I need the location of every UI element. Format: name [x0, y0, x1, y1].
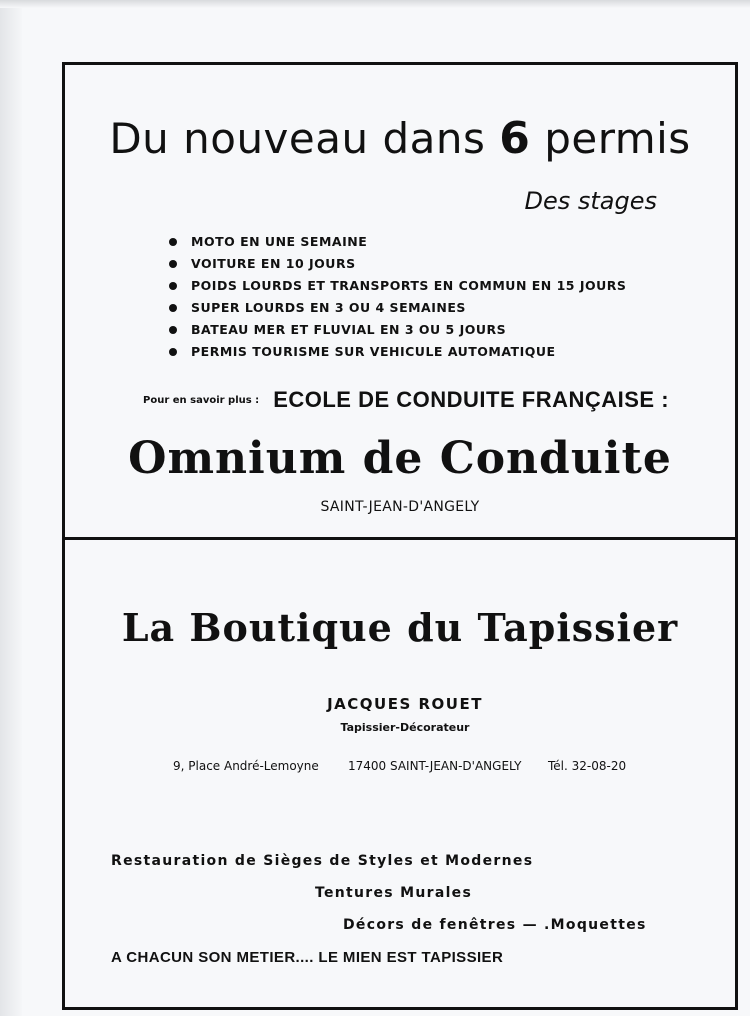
list-item — [169, 319, 626, 341]
address-city: 17400 SAINT-JEAN-D'ANGELY — [348, 759, 522, 773]
address-street: 9, Place André-Lemoyne — [173, 759, 319, 773]
headline-number: 6 — [499, 113, 531, 164]
advertisement-frame — [62, 62, 738, 1010]
bullet-icon — [169, 304, 177, 312]
headline-pre: Du nouveau dans — [109, 114, 500, 163]
service-line-1: Restauration de Sièges de Styles et Modernes — [111, 853, 534, 869]
bullet-icon — [169, 326, 177, 334]
list-item — [169, 253, 626, 275]
school-name: ECOLE DE CONDUITE FRANÇAISE : — [273, 387, 670, 412]
list-item-text: SUPER LOURDS EN 3 OU 4 SEMAINES — [191, 300, 466, 315]
bullet-icon — [169, 348, 177, 356]
shop-name: La Boutique du Tapissier — [121, 605, 679, 650]
city-name: SAINT-JEAN-D'ANGELY — [320, 499, 480, 515]
phone-number: Tél. 32-08-20 — [548, 759, 627, 773]
list-item-text: VOITURE EN 10 JOURS — [191, 256, 356, 271]
course-list — [169, 231, 626, 363]
list-item-text: MOTO EN UNE SEMAINE — [191, 234, 368, 249]
address-row — [173, 759, 626, 773]
owner-role: Tapissier-Décorateur — [340, 721, 470, 734]
owner-name: JACQUES ROUET — [327, 695, 483, 713]
headline — [65, 113, 735, 164]
page-top-shadow — [0, 0, 750, 8]
bullet-icon — [169, 260, 177, 268]
list-item — [169, 297, 626, 319]
section-divider — [65, 537, 735, 540]
list-item — [169, 231, 626, 253]
info-label: Pour en savoir plus : — [143, 394, 260, 406]
service-line-3: Décors de fenêtres — .Moquettes — [343, 917, 647, 933]
list-item — [169, 275, 626, 297]
brand-name: Omnium de Conduite — [128, 433, 672, 484]
page-edge-shadow — [0, 0, 22, 1016]
headline-post: permis — [530, 114, 691, 163]
bullet-icon — [169, 282, 177, 290]
info-row — [143, 387, 669, 413]
service-line-2: Tentures Murales — [315, 885, 473, 901]
list-item — [169, 341, 626, 363]
stages-subheading: Des stages — [524, 187, 657, 215]
list-item-text: PERMIS TOURISME SUR VEHICULE AUTOMATIQUE — [191, 344, 556, 359]
slogan: A CHACUN SON METIER.... LE MIEN EST TAPISSIER — [111, 949, 504, 966]
bullet-icon — [169, 238, 177, 246]
list-item-text: BATEAU MER ET FLUVIAL EN 3 OU 5 JOURS — [191, 322, 507, 337]
list-item-text: POIDS LOURDS ET TRANSPORTS EN COMMUN EN 15 JOURS — [191, 278, 627, 293]
